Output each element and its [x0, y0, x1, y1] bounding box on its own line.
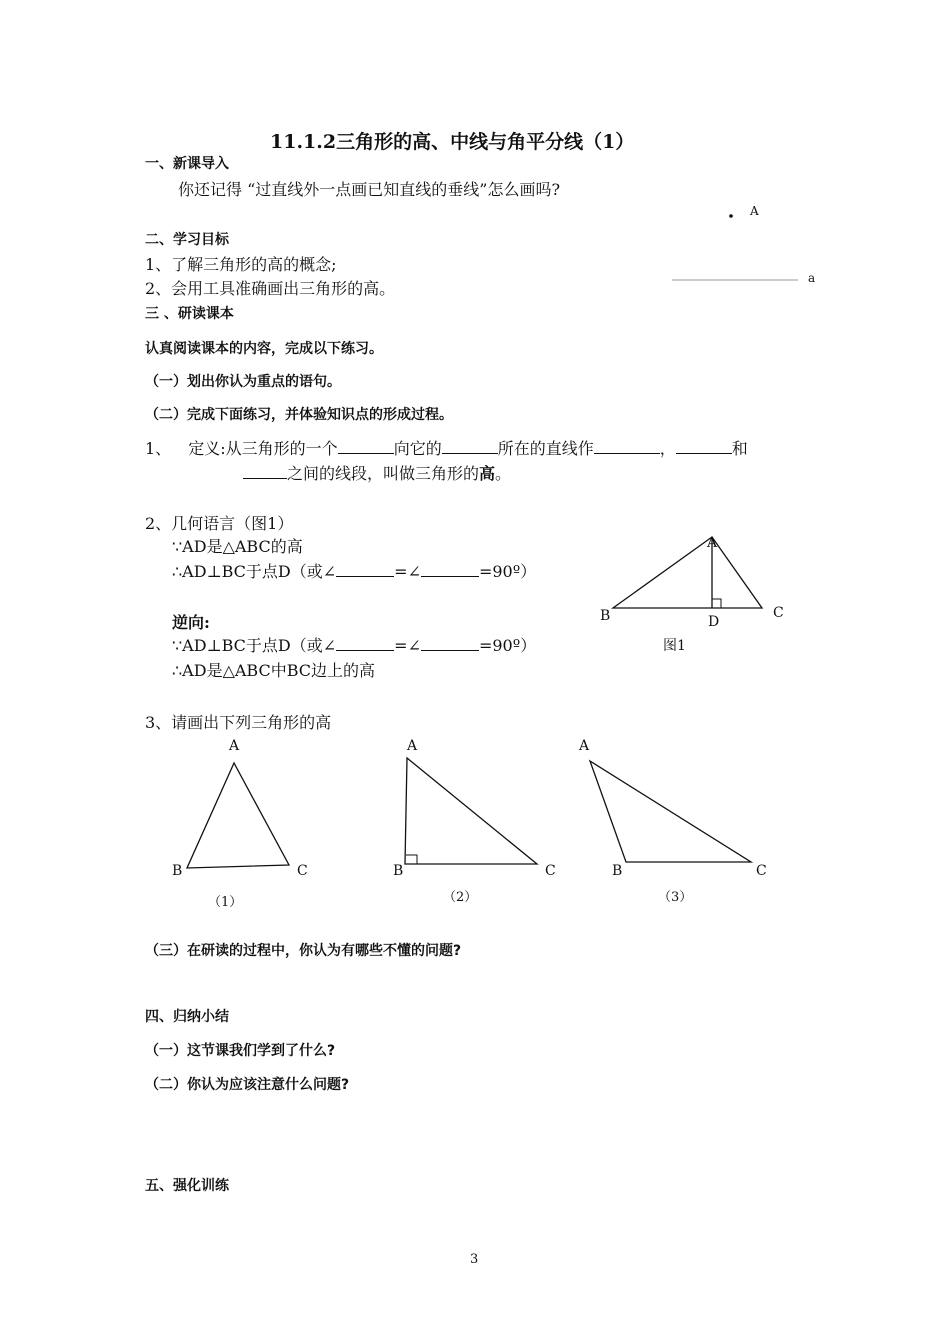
figure-1-label-d: D [708, 614, 720, 630]
triangle-1-label-b: B [172, 863, 183, 879]
goal-2: 2、会用工具准确画出三角形的高。 [145, 279, 396, 298]
intro-figure [660, 198, 830, 293]
triangle-1 [165, 734, 325, 914]
section-5-heading: 五、强化训练 [145, 1178, 229, 1194]
triangle-3-label-b: B [612, 863, 623, 879]
geometry-line-3-c: =90º） [478, 636, 537, 655]
page-number: 3 [470, 1252, 479, 1267]
section-1-text: 你还记得 “过直线外一点画已知直线的垂线”怎么画吗? [178, 180, 561, 199]
point-a-label: A [750, 204, 759, 218]
blank-angle-3[interactable] [336, 636, 394, 651]
section-1-heading: 一、新课导入 [145, 156, 229, 172]
definition-number: 1、 [145, 439, 172, 458]
triangle-1-label-a: A [229, 738, 240, 754]
draw-heights-heading: 3、请画出下列三角形的高 [145, 713, 332, 732]
figure-1-label-a: A [707, 535, 718, 551]
blank-point-2[interactable] [243, 464, 287, 479]
triangle-2 [385, 734, 565, 914]
definition-line-1 [145, 436, 748, 459]
definition-text-a: 定义:从三角形的一个 [188, 439, 338, 458]
figure-1-triangle [613, 537, 762, 608]
triangle-3-label-a: A [579, 738, 590, 754]
definition-text-f: 之间的线段，叫做三角形的 [287, 464, 480, 483]
geometry-line-2-a: ∴AD⊥BC于点D（或∠ [172, 562, 337, 581]
blank-angle-2[interactable] [421, 562, 479, 577]
section-3-heading: 三 、研读课本 [145, 306, 234, 322]
triangle-3-shape [590, 761, 751, 862]
definition-text-c: 所在的直线作 [497, 439, 594, 458]
geometry-line-1: ∵AD是△ABC的高 [172, 537, 303, 556]
blank-side[interactable] [442, 439, 498, 454]
blank-vertex[interactable] [338, 439, 394, 454]
sub-item-1: （一）划出你认为重点的语句。 [145, 374, 341, 390]
triangle-2-label-a: A [407, 738, 418, 754]
geometry-line-2-b: =∠ [394, 562, 421, 581]
sub-item-2: （二）完成下面练习，并体验知识点的形成过程。 [145, 407, 453, 423]
figure-1-label-c: C [773, 605, 784, 621]
reading-instruction: 认真阅读课本的内容，完成以下练习。 [145, 341, 383, 357]
triangle-2-shape [405, 758, 537, 864]
sub-item-3: （三）在研读的过程中，你认为有哪些不懂的问题? [145, 943, 462, 959]
triangle-2-label-b: B [393, 863, 404, 879]
triangle-2-caption: （2） [443, 890, 478, 905]
definition-line-2 [243, 461, 511, 484]
definition-text-e: 和 [731, 439, 748, 458]
triangle-1-caption: （1） [208, 895, 243, 910]
geometry-line-3-a: ∵AD⊥BC于点D（或∠ [172, 636, 337, 655]
triangle-1-label-c: C [297, 863, 308, 879]
page-title: 11.1.2三角形的高、中线与角平分线（1） [270, 131, 635, 153]
reverse-label: 逆向: [172, 613, 210, 632]
blank-perpendicular[interactable] [594, 439, 660, 454]
definition-end: 。 [495, 464, 512, 483]
blank-angle-4[interactable] [421, 636, 479, 651]
section-4-heading: 四、归纳小结 [145, 1009, 229, 1025]
triangle-1-shape [187, 763, 289, 868]
geometry-line-2 [172, 559, 536, 582]
geometry-heading: 2、几何语言（图1） [145, 514, 294, 533]
geometry-line-2-c: =90º） [478, 562, 537, 581]
geometry-line-3 [172, 633, 536, 656]
triangle-3-label-c: C [756, 863, 767, 879]
figure-1-right-angle-mark [712, 599, 721, 608]
triangle-3-caption: （3） [658, 890, 693, 905]
blank-angle-1[interactable] [336, 562, 394, 577]
definition-text-b: 向它的 [393, 439, 442, 458]
definition-text-d: ， [659, 439, 676, 458]
triangle-2-label-c: C [545, 863, 556, 879]
line-a-label: a [808, 271, 816, 285]
definition-bold-term: 高 [479, 464, 496, 483]
figure-1-label-b: B [600, 608, 611, 624]
point-a-dot [729, 214, 733, 218]
goal-1: 1、了解三角形的高的概念; [145, 255, 337, 274]
section-2-heading: 二、学习目标 [145, 232, 229, 248]
summary-question-1: （一）这节课我们学到了什么? [145, 1043, 336, 1059]
geometry-line-4: ∴AD是△ABC中BC边上的高 [172, 661, 376, 680]
summary-question-2: （二）你认为应该注意什么问题? [145, 1077, 350, 1093]
blank-point-1[interactable] [676, 439, 732, 454]
triangle-3 [570, 734, 780, 914]
triangle-2-right-angle-mark [406, 855, 417, 864]
geometry-line-3-b: =∠ [394, 636, 421, 655]
figure-1 [590, 530, 800, 660]
figure-1-caption: 图1 [663, 638, 686, 654]
